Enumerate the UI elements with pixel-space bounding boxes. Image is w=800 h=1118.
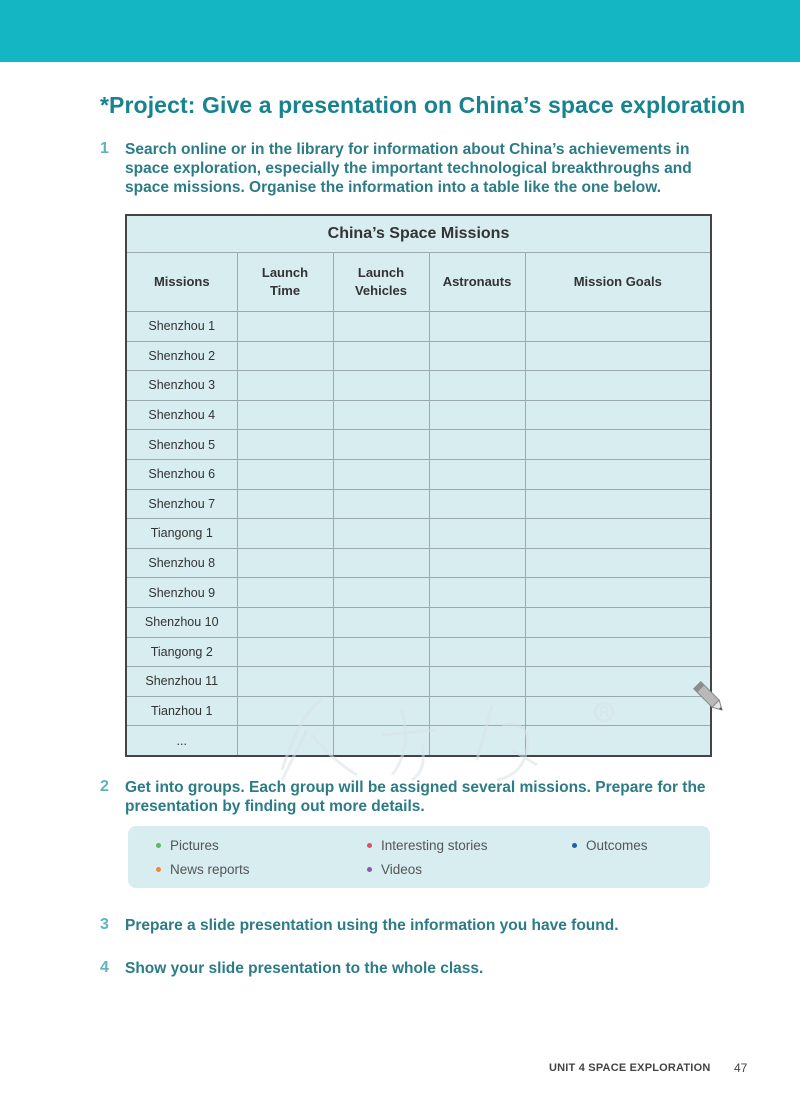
mission-name-cell: Shenzhou 5 <box>126 430 237 460</box>
header-astronauts: Astronauts <box>429 253 525 312</box>
top-color-band <box>0 0 800 62</box>
missions-table <box>125 214 712 757</box>
empty-cell <box>525 341 711 371</box>
table-row <box>126 312 711 342</box>
empty-cell <box>237 341 333 371</box>
header-missions: Missions <box>126 253 237 312</box>
bullet-dot <box>367 867 372 872</box>
step-number: 3 <box>100 916 109 933</box>
bullet-dot <box>156 867 161 872</box>
step-3 <box>100 916 712 935</box>
empty-cell <box>237 430 333 460</box>
empty-cell <box>429 430 525 460</box>
empty-cell <box>429 489 525 519</box>
mission-name-cell: Tiangong 1 <box>126 519 237 549</box>
empty-cell <box>429 371 525 401</box>
empty-cell <box>429 341 525 371</box>
empty-cell <box>429 519 525 549</box>
missions-table-container <box>125 214 712 757</box>
step-text: Get into groups. Each group will be assigned several missions. Prepare for the presentation by finding out more details. <box>125 779 706 815</box>
footer-unit-label: UNIT 4 SPACE EXPLORATION <box>549 1062 711 1074</box>
empty-cell <box>429 548 525 578</box>
table-row <box>126 548 711 578</box>
empty-cell <box>237 637 333 667</box>
option-interesting-stories: Interesting stories <box>367 838 488 853</box>
mission-name-cell: Shenzhou 6 <box>126 459 237 489</box>
table-row <box>126 607 711 637</box>
empty-cell <box>429 578 525 608</box>
step-1 <box>100 140 712 197</box>
empty-cell <box>237 371 333 401</box>
mission-name-cell: Shenzhou 1 <box>126 312 237 342</box>
table-row <box>126 578 711 608</box>
step-4 <box>100 959 712 978</box>
empty-cell <box>237 519 333 549</box>
empty-cell <box>525 400 711 430</box>
mission-name-cell: Shenzhou 2 <box>126 341 237 371</box>
empty-cell <box>237 548 333 578</box>
header-launch-time: Launch Time <box>237 253 333 312</box>
mission-name-cell: Tiangong 2 <box>126 637 237 667</box>
option-pictures: Pictures <box>156 838 219 853</box>
table-row <box>126 489 711 519</box>
empty-cell <box>333 371 429 401</box>
empty-cell <box>525 312 711 342</box>
empty-cell <box>333 548 429 578</box>
page-number: 47 <box>734 1061 748 1075</box>
empty-cell <box>237 312 333 342</box>
step-text: Prepare a slide presentation using the information you have found. <box>125 917 619 934</box>
option-outcomes: Outcomes <box>572 838 648 853</box>
mission-name-cell: Shenzhou 3 <box>126 371 237 401</box>
empty-cell <box>333 312 429 342</box>
empty-cell <box>237 400 333 430</box>
table-row <box>126 459 711 489</box>
empty-cell <box>333 607 429 637</box>
table-row <box>126 341 711 371</box>
header-launch-vehicles: Launch Vehicles <box>333 253 429 312</box>
step-2 <box>100 778 712 816</box>
table-row <box>126 371 711 401</box>
table-row <box>126 637 711 667</box>
table-title: China’s Space Missions <box>126 215 711 253</box>
empty-cell <box>237 459 333 489</box>
empty-cell <box>237 578 333 608</box>
watermark-logo <box>262 690 622 790</box>
empty-cell <box>237 489 333 519</box>
empty-cell <box>333 459 429 489</box>
pencil-icon <box>693 678 727 718</box>
presentation-options-box <box>128 826 710 888</box>
mission-name-cell: Shenzhou 8 <box>126 548 237 578</box>
empty-cell <box>525 489 711 519</box>
empty-cell <box>237 607 333 637</box>
empty-cell <box>333 637 429 667</box>
table-row <box>126 430 711 460</box>
empty-cell <box>429 400 525 430</box>
option-videos: Videos <box>367 862 422 877</box>
table-row <box>126 519 711 549</box>
table-row <box>126 400 711 430</box>
bullet-dot <box>156 843 161 848</box>
empty-cell <box>525 519 711 549</box>
bullet-dot <box>367 843 372 848</box>
empty-cell <box>333 578 429 608</box>
empty-cell <box>525 607 711 637</box>
empty-cell <box>333 519 429 549</box>
empty-cell <box>525 430 711 460</box>
empty-cell <box>525 371 711 401</box>
step-number: 1 <box>100 140 109 157</box>
bullet-dot <box>572 843 577 848</box>
empty-cell <box>525 578 711 608</box>
step-number: 2 <box>100 778 109 795</box>
empty-cell <box>333 400 429 430</box>
step-number: 4 <box>100 959 109 976</box>
empty-cell <box>429 459 525 489</box>
mission-name-cell: Shenzhou 7 <box>126 489 237 519</box>
mission-name-cell: Shenzhou 9 <box>126 578 237 608</box>
mission-name-cell: ... <box>126 726 237 756</box>
empty-cell <box>525 637 711 667</box>
empty-cell <box>333 489 429 519</box>
mission-name-cell: Shenzhou 10 <box>126 607 237 637</box>
empty-cell <box>333 341 429 371</box>
page-title: *Project: Give a presentation on China’s space exploration <box>100 92 746 118</box>
mission-name-cell: Tianzhou 1 <box>126 696 237 726</box>
empty-cell <box>429 312 525 342</box>
table-header-row <box>126 253 711 312</box>
header-mission-goals: Mission Goals <box>525 253 711 312</box>
step-text: Search online or in the library for information about China’s achievements in space exploration, especially the important technological breakthroughs and space missions. Organise the information into a table like the one below. <box>125 141 692 196</box>
empty-cell <box>525 459 711 489</box>
empty-cell <box>429 637 525 667</box>
empty-cell <box>429 607 525 637</box>
option-news-reports: News reports <box>156 862 250 877</box>
empty-cell <box>525 548 711 578</box>
empty-cell <box>333 430 429 460</box>
mission-name-cell: Shenzhou 11 <box>126 667 237 697</box>
step-text: Show your slide presentation to the whole class. <box>125 960 484 977</box>
mission-name-cell: Shenzhou 4 <box>126 400 237 430</box>
